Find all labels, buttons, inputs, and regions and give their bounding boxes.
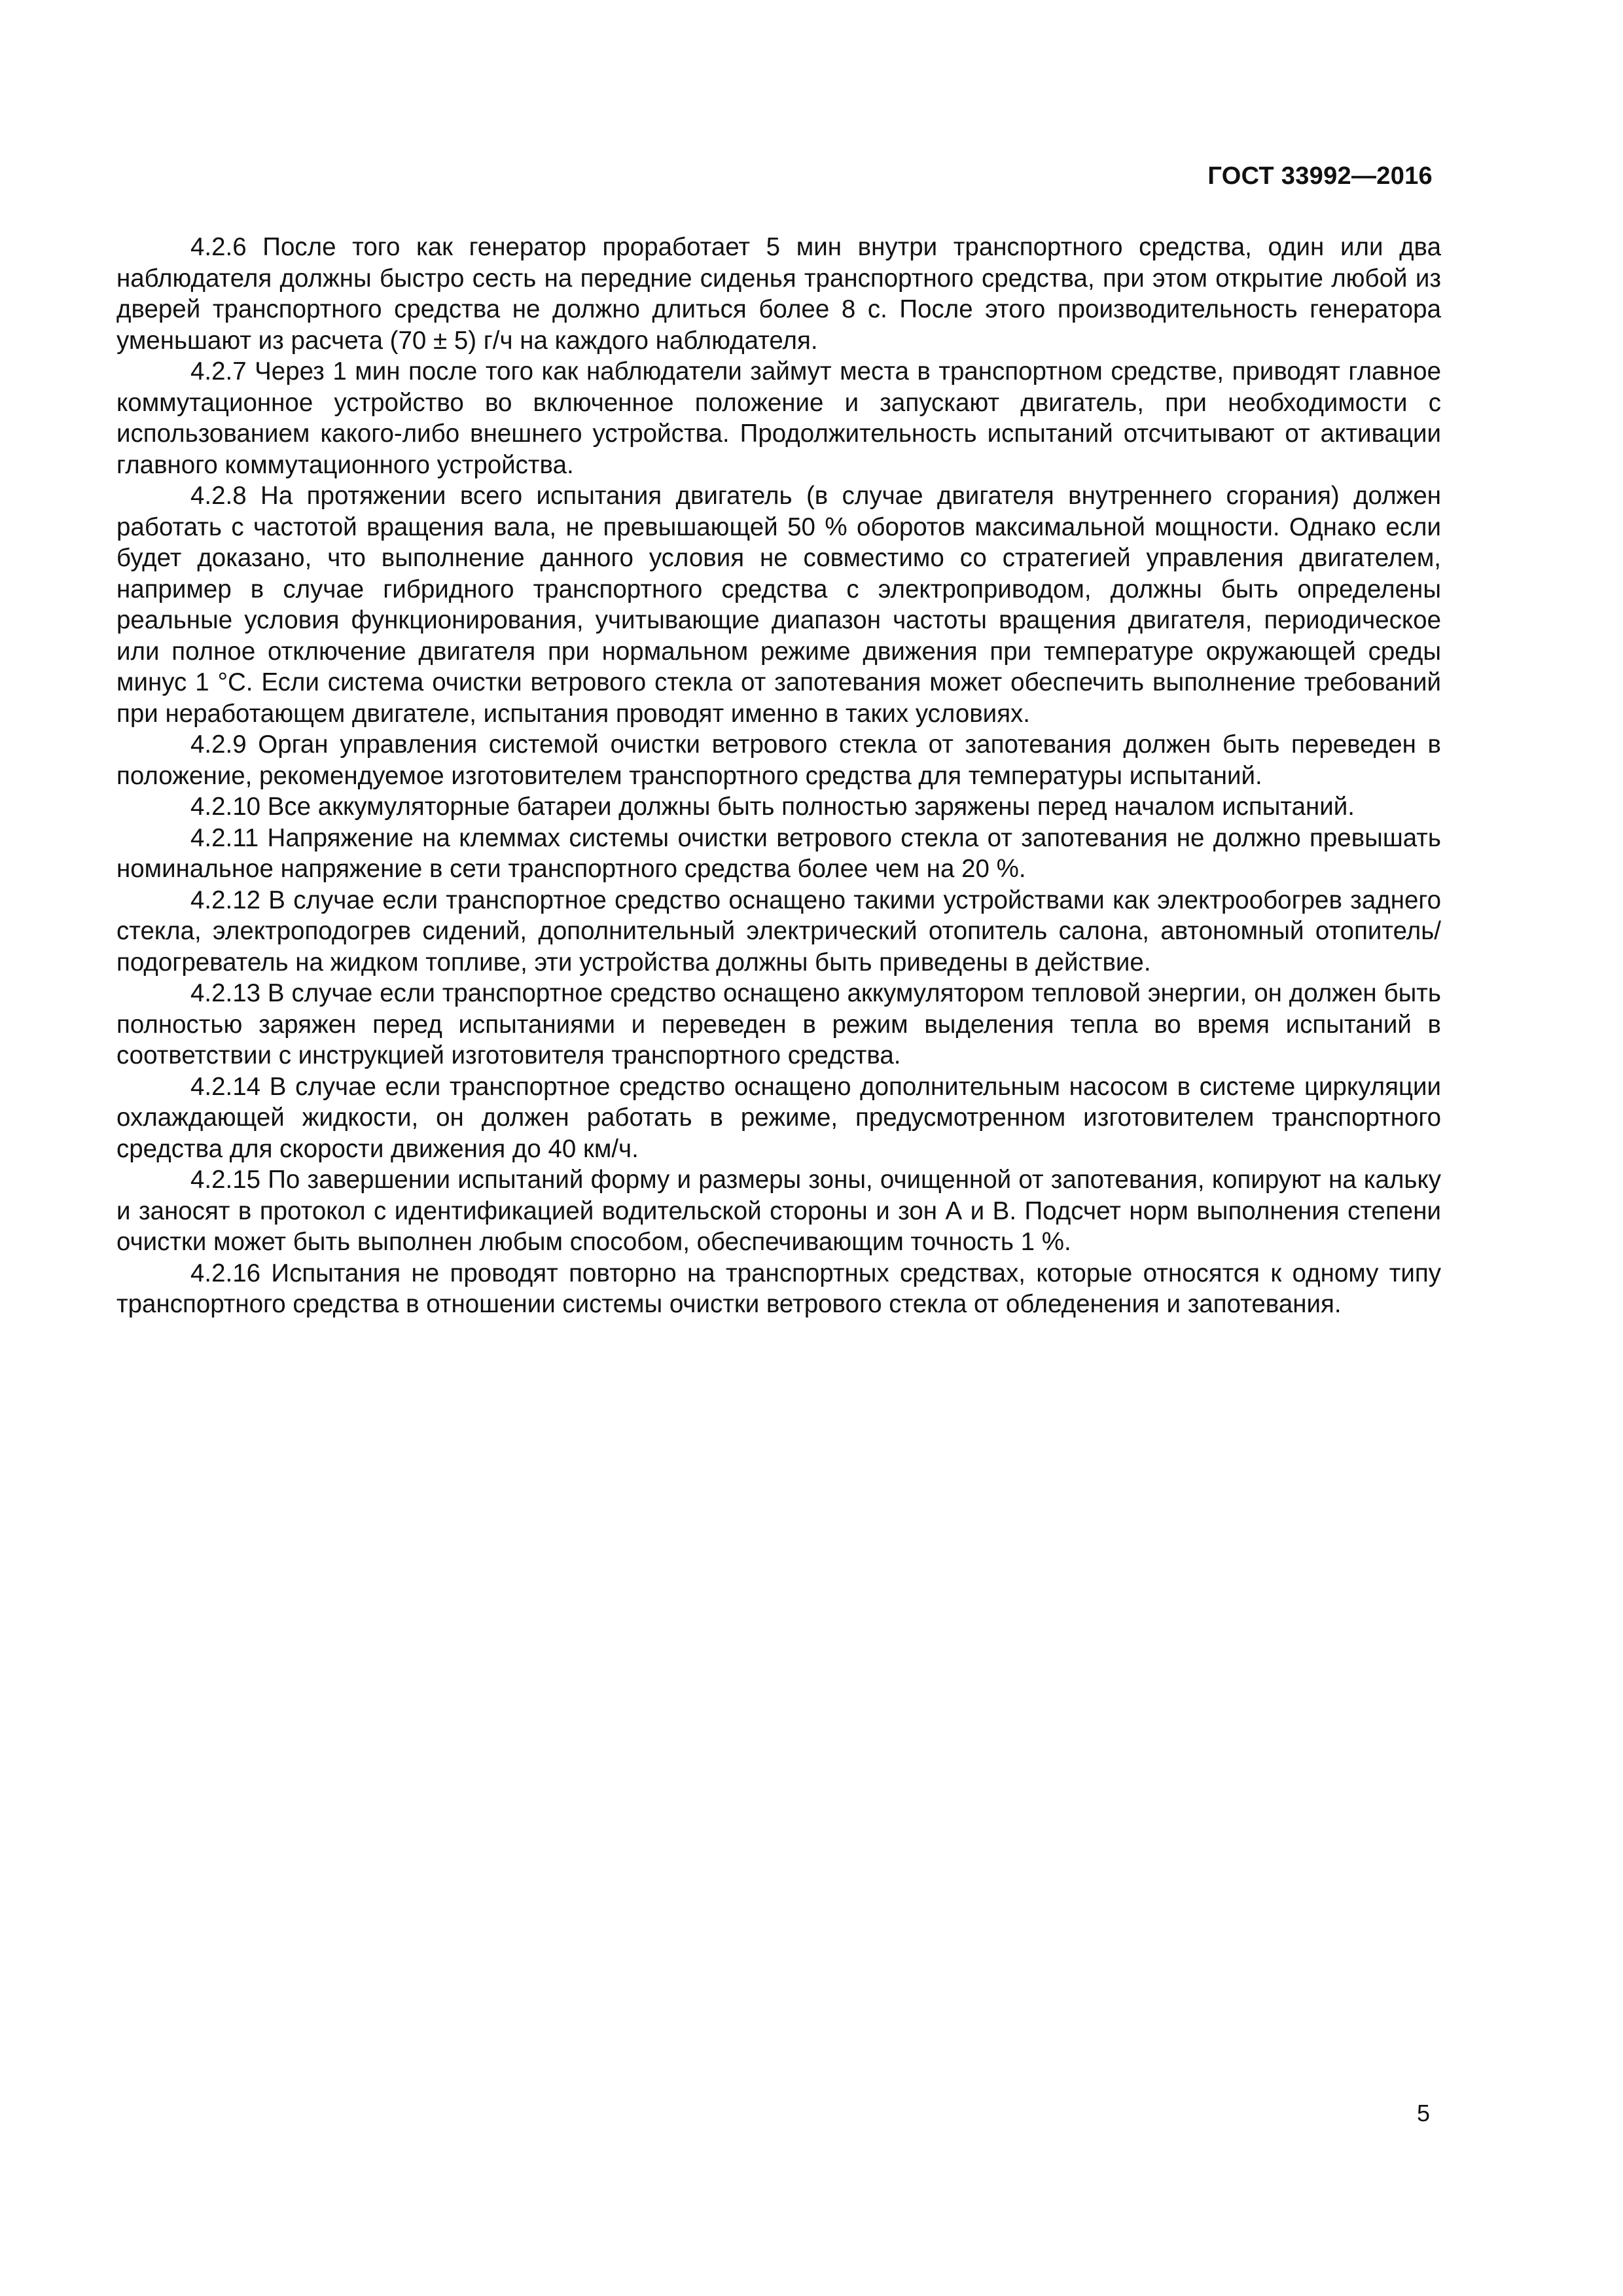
paragraph-4-2-13: 4.2.13 В случае если транспортное средство оснащено аккумулятором тепловой энергии, он должен быть полностью заряжен перед испытаниями и переведен в режим выделения тепла во время испытаний в соответствии с инструкцией изготовителя транспортного средства. <box>116 979 1441 1069</box>
page-number: 5 <box>1416 2100 1430 2126</box>
document-body <box>116 232 1441 1320</box>
paragraph-4-2-11: 4.2.11 Напряжение на клеммах системы очистки ветрового стекла от запотевания не должно превышать номинальное напряжение в сети транспортного средства более чем на 20 %. <box>116 823 1441 883</box>
paragraph-4-2-9: 4.2.9 Орган управления системой очистки ветрового стекла от запотевания должен быть переведен в положение, рекомендуемое изготовителем транспортного средства для температуры испытаний. <box>116 730 1441 790</box>
paragraph-4-2-14: 4.2.14 В случае если транспортное средство оснащено дополнительным насосом в системе циркуляции охлаждающей жидкости, он должен работать в режиме, предусмотренном изготовителем транспортного средства для скорости движения до 40 км/ч. <box>116 1072 1441 1163</box>
paragraph-4-2-16: 4.2.16 Испытания не проводят повторно на транспортных средствах, которые относятся к одному типу транспортного средства в отношении системы очистки ветрового стекла от обледенения и запотевания. <box>116 1259 1441 1318</box>
paragraph-4-2-12: 4.2.12 В случае если транспортное средство оснащено такими устройствами как электрообогрев заднего стекла, электроподогрев сидений, дополнительный электрический отопитель салона, автономный отопитель/подогреватель на жидком топливе, эти устройства должны быть приведены в действие. <box>116 886 1441 977</box>
paragraph-4-2-10: 4.2.10 Все аккумуляторные батареи должны быть полностью заряжены перед началом испытаний. <box>190 793 1355 821</box>
paragraph-4-2-6: 4.2.6 После того как генератор проработает 5 мин внутри транспортного средства, один или два наблюдателя должны быстро сесть на передние сиденья транспортного средства, при этом открытие любой из дверей транспортного средства не должно длиться более 8 с. После этого производительность генератора уменьшают из расчета (70 ± 5) г/ч на каждого наблюдателя. <box>116 233 1441 355</box>
paragraph-4-2-8: 4.2.8 На протяжении всего испытания двигатель (в случае двигателя внутреннего сгорания) должен работать с частотой вращения вала, не превышающей 50 % оборотов максимальной мощности. Однако если будет доказано, что выполнение данного условия не совместимо со стратегией управления двигателем, например в случае гибридного транспортного средства с электроприводом, должны быть определены реальные условия функционирования, учитывающие диапазон частоты вращения двигателя, периодическое или полное отключение двигателя при нормальном режиме движения при температуре окружающей среды минус 1 °С. Если система очистки ветрового стекла от запотевания может обеспечить выполнение требований при неработающем двигателе, испытания проводят именно в таких условиях. <box>116 482 1441 728</box>
paragraph-4-2-7: 4.2.7 Через 1 мин после того как наблюдатели займут места в транспортном средстве, приводят главное коммутационное устройство во включенное положение и запускают двигатель, при необходимости с использованием какого-либо внешнего устройства. Продолжительность испытаний отсчитывают от активации главного коммутационного устройства. <box>116 357 1441 479</box>
paragraph-4-2-15: 4.2.15 По завершении испытаний форму и размеры зоны, очищенной от запотевания, копируют на кальку и заносят в протокол с идентификацией водительской стороны и зон А и В. Подсчет норм выполнения степени очистки может быть выполнен любым способом, обеспечивающим точность 1 %. <box>116 1166 1441 1256</box>
standard-code-header: ГОСТ 33992—2016 <box>1207 162 1433 190</box>
